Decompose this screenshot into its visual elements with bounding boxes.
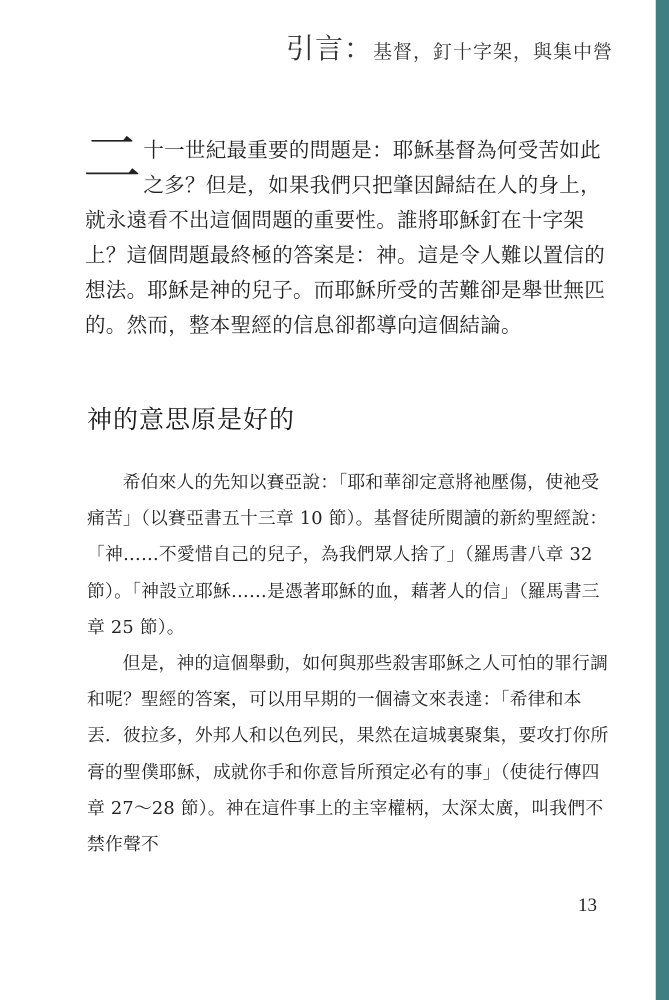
intro-paragraph bbox=[83, 124, 615, 343]
running-head-subtitle: 基督，釘十字架，與集中營 bbox=[372, 41, 613, 63]
body-text bbox=[87, 465, 615, 863]
intro-text: 十一世紀最重要的問題是：耶穌基督為何受苦如此之多？但是，如果我們只把肇因歸結在人的身上，就永遠看不出這個問題的重要性。誰將耶穌釘在十字架上？這個問題最終極的答案是：神。這是令人難以置信的想法。耶穌是神的兒子。而耶穌所受的苦難卻是舉世無匹的。然而，整本聖經的信息卻都導向這個結論。 bbox=[85, 138, 605, 337]
page-number: 13 bbox=[578, 895, 597, 916]
body-paragraph: 但是，神的這個舉動，如何與那些殺害耶穌之人可怕的罪行調和呢？聖經的答案，可以用早期的一個禱文來表達：「希律和本丟．彼拉多，外邦人和以色列民，果然在這城裏聚集，要攻打你所膏的聖僕耶穌，成就你手和你意旨所預定必有的事」（使徒行傳四章 27～28 節）。神在這件事上的主宰權柄，太深太廣，叫我們不禁作聲不 bbox=[87, 653, 609, 856]
body-paragraph: 希伯來人的先知以賽亞說：「耶和華卻定意將祂壓傷，使祂受痛苦」（以賽亞書五十三章 10 節）。基督徒所閱讀的新約聖經說：「神……不愛惜自己的兒子，為我們眾人捨了」（羅馬書八章 32 節）。「神設立耶穌……是憑著耶穌的血，藉著人的信」（羅馬書三章 25 節）。 bbox=[87, 472, 608, 638]
running-head-title: 引言： bbox=[285, 32, 373, 65]
running-head bbox=[286, 27, 613, 67]
drop-cap: 二 bbox=[83, 124, 142, 192]
section-heading: 神的意思原是好的 bbox=[87, 405, 296, 434]
